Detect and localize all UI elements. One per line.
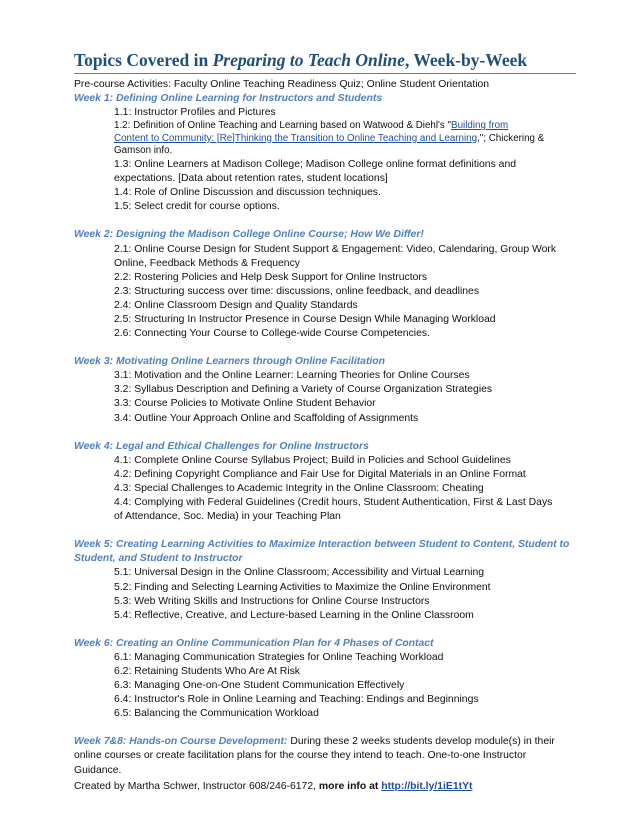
week-1-items xyxy=(74,106,576,214)
week-7-8-text: Guidance. xyxy=(74,764,122,776)
footer: Created by Martha Schwer, Instructor 608/246-6172, more info at http://bit.ly/1iE1tYt xyxy=(74,780,473,792)
week-1-heading: Week 1: Defining Online Learning for Instructors and Students xyxy=(74,93,383,105)
list-item: 2.3: Structuring success over time: discussions, online feedback, and deadlines xyxy=(114,285,480,297)
list-item: 1.3: Online Learners at Madison College; Madison College online format definitions and xyxy=(114,159,517,171)
week-6-items xyxy=(74,651,576,721)
week-3-heading: Week 3: Motivating Online Learners through Online Facilitation xyxy=(74,356,385,368)
list-item: 5.2: Finding and Selecting Learning Activities to Maximize the Online Environment xyxy=(114,581,491,593)
list-item: 3.3: Course Policies to Motivate Online Student Behavior xyxy=(114,398,376,410)
week-2-heading: Week 2: Designing the Madison College Online Course; How We Differ! xyxy=(74,229,424,241)
list-item: Online, Feedback Methods & Frequency xyxy=(114,257,300,269)
list-item: 2.4: Online Classroom Design and Quality Standards xyxy=(114,299,358,311)
list-item: 6.2: Retaining Students Who Are At Risk xyxy=(114,665,300,677)
list-item: 2.2: Rostering Policies and Help Desk Support for Online Instructors xyxy=(114,271,428,283)
title-suffix: , Week-by-Week xyxy=(404,50,528,70)
list-item: 4.2: Defining Copyright Compliance and Fair Use for Digital Materials in an Online Format xyxy=(114,468,526,480)
watwood-diehl-link[interactable]: Building from xyxy=(451,120,509,132)
week-2-items xyxy=(74,243,576,342)
list-item: 5.1: Universal Design in the Online Classroom; Accessibility and Virtual Learning xyxy=(114,567,485,579)
list-item: 6.5: Balancing the Communication Workload xyxy=(114,708,319,720)
title-prefix: Topics Covered in xyxy=(74,50,213,70)
more-info-link[interactable]: http://bit.ly/1iE1tYt xyxy=(381,780,473,792)
list-item: of Attendance, Soc. Media) in your Teaching Plan xyxy=(114,511,341,523)
list-item: 1.1: Instructor Profiles and Pictures xyxy=(114,107,276,119)
list-item: 1.4: Role of Online Discussion and discussion techniques. xyxy=(114,187,381,199)
list-item: 2.1: Online Course Design for Student Support & Engagement: Video, Calendaring, Group Work xyxy=(114,243,557,255)
list-item: 3.4: Outline Your Approach Online and Scaffolding of Assignments xyxy=(114,412,419,424)
list-item: 4.3: Special Challenges to Academic Integrity in the Online Classroom: Cheating xyxy=(114,482,484,494)
list-item: 4.1: Complete Online Course Syllabus Project; Build in Policies and School Guidelines xyxy=(114,454,511,466)
week-3-items xyxy=(74,369,576,425)
week-7-8-paragraph: Week 7&8: Hands-on Course Development: During these 2 weeks students develop module(s) in their xyxy=(74,736,555,748)
week-4-heading: Week 4: Legal and Ethical Challenges for Online Instructors xyxy=(74,440,369,452)
list-item: 5.3: Web Writing Skills and Instructions for Online Course Instructors xyxy=(114,595,430,607)
watwood-diehl-link-cont[interactable]: Content to Community: [Re]Thinking the Transition to Online Teaching and Learning xyxy=(114,132,478,144)
list-item: 2.5: Structuring In Instructor Presence in Course Design While Managing Workload xyxy=(114,314,496,325)
week-5-heading: Week 5: Creating Learning Activities to Maximize Interaction between Student to Content, Student to xyxy=(74,539,570,551)
list-item: 6.1: Managing Communication Strategies for Online Teaching Workload xyxy=(114,651,444,663)
week-7-8-text: online courses or create facilitation plans for the course they intend to teach. One-to-one Instructor xyxy=(74,750,527,762)
list-item: expectations. [Data about retention rates, student locations] xyxy=(114,173,388,185)
list-item: 1.5: Select credit for course options. xyxy=(114,201,280,213)
list-item: 6.3: Managing One-on-One Student Communication Effectively xyxy=(114,680,405,692)
week-5-items xyxy=(74,566,576,622)
list-item: 2.6: Connecting Your Course to College-wide Course Competencies. xyxy=(114,328,430,340)
week-7-8-heading: Week 7&8: Hands-on Course Development: xyxy=(74,736,288,748)
list-item: 4.4: Complying with Federal Guidelines (Credit hours, Student Authentication, First & Last Days xyxy=(114,497,553,509)
week-4-items xyxy=(74,454,576,524)
week-5-heading-cont: Student, and Student to Instructor xyxy=(74,553,243,565)
list-item: 6.4: Instructor's Role in Online Learning and Teaching: Endings and Beginnings xyxy=(114,694,479,706)
page-title xyxy=(74,50,576,74)
week-6-heading: Week 6: Creating an Online Communication Plan for 4 Phases of Contact xyxy=(74,637,434,649)
precourse-activities: Pre-course Activities: Faculty Online Teaching Readiness Quiz; Online Student Orientation xyxy=(74,79,490,90)
list-item: 5.4: Reflective, Creative, and Lecture-based Learning in the Online Classroom xyxy=(114,609,474,621)
list-item: 3.2: Syllabus Description and Defining a Variety of Course Organization Strategies xyxy=(114,384,493,396)
title-emphasis: Preparing to Teach Online xyxy=(212,50,405,70)
list-item-1-2: 1.2: Definition of Online Teaching and Learning based on Watwood & Diehl's "Building from Content to Community: [Re]Thinking the Transition to Online Teaching and Learning,"; Chickering & Gamson info. xyxy=(114,120,545,157)
list-item: 3.1: Motivation and the Online Learner: Learning Theories for Online Courses xyxy=(114,370,470,382)
